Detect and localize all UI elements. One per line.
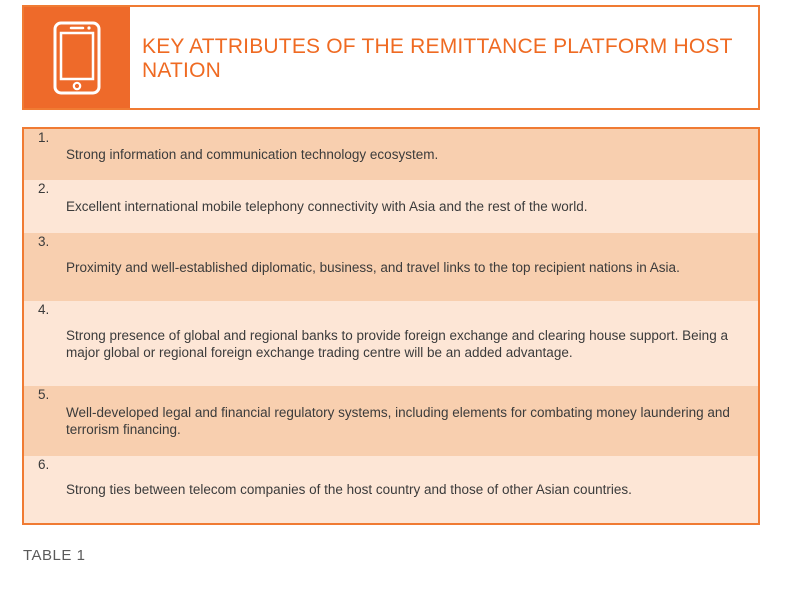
row-number: 1.	[38, 130, 50, 145]
table-row	[24, 180, 758, 233]
table-row	[24, 233, 758, 301]
table-row	[24, 129, 758, 180]
row-text: Excellent international mobile telephony connectivity with Asia and the rest of the world.	[66, 199, 588, 214]
table-caption: TABLE 1	[23, 547, 86, 564]
table-row	[24, 386, 758, 456]
row-number: 4.	[38, 302, 50, 317]
row-number: 2.	[38, 181, 50, 196]
header-icon-panel	[24, 7, 130, 108]
row-text: Strong information and communication technology ecosystem.	[66, 147, 439, 162]
row-text: Strong presence of global and regional banks to provide foreign exchange and clearing house support. Being a major global or regional foreign exchange trading centre will be an added advantage.	[66, 327, 728, 360]
attributes-table	[22, 127, 760, 525]
table-row	[24, 301, 758, 386]
row-number: 5.	[38, 387, 50, 402]
row-text: Well-developed legal and financial regulatory systems, including elements for combating money laundering and terrorism financing.	[66, 405, 730, 437]
table-row	[24, 456, 758, 523]
mobile-phone-icon	[53, 21, 101, 95]
page-title: KEY ATTRIBUTES OF THE REMITTANCE PLATFORM HOST NATION	[142, 35, 733, 82]
row-number: 3.	[38, 234, 50, 249]
row-number: 6.	[38, 457, 50, 472]
table-header	[22, 5, 760, 110]
row-text: Proximity and well-established diplomatic, business, and travel links to the top recipient nations in Asia.	[66, 259, 680, 275]
row-text: Strong ties between telecom companies of the host country and those of other Asian countries.	[66, 482, 632, 497]
